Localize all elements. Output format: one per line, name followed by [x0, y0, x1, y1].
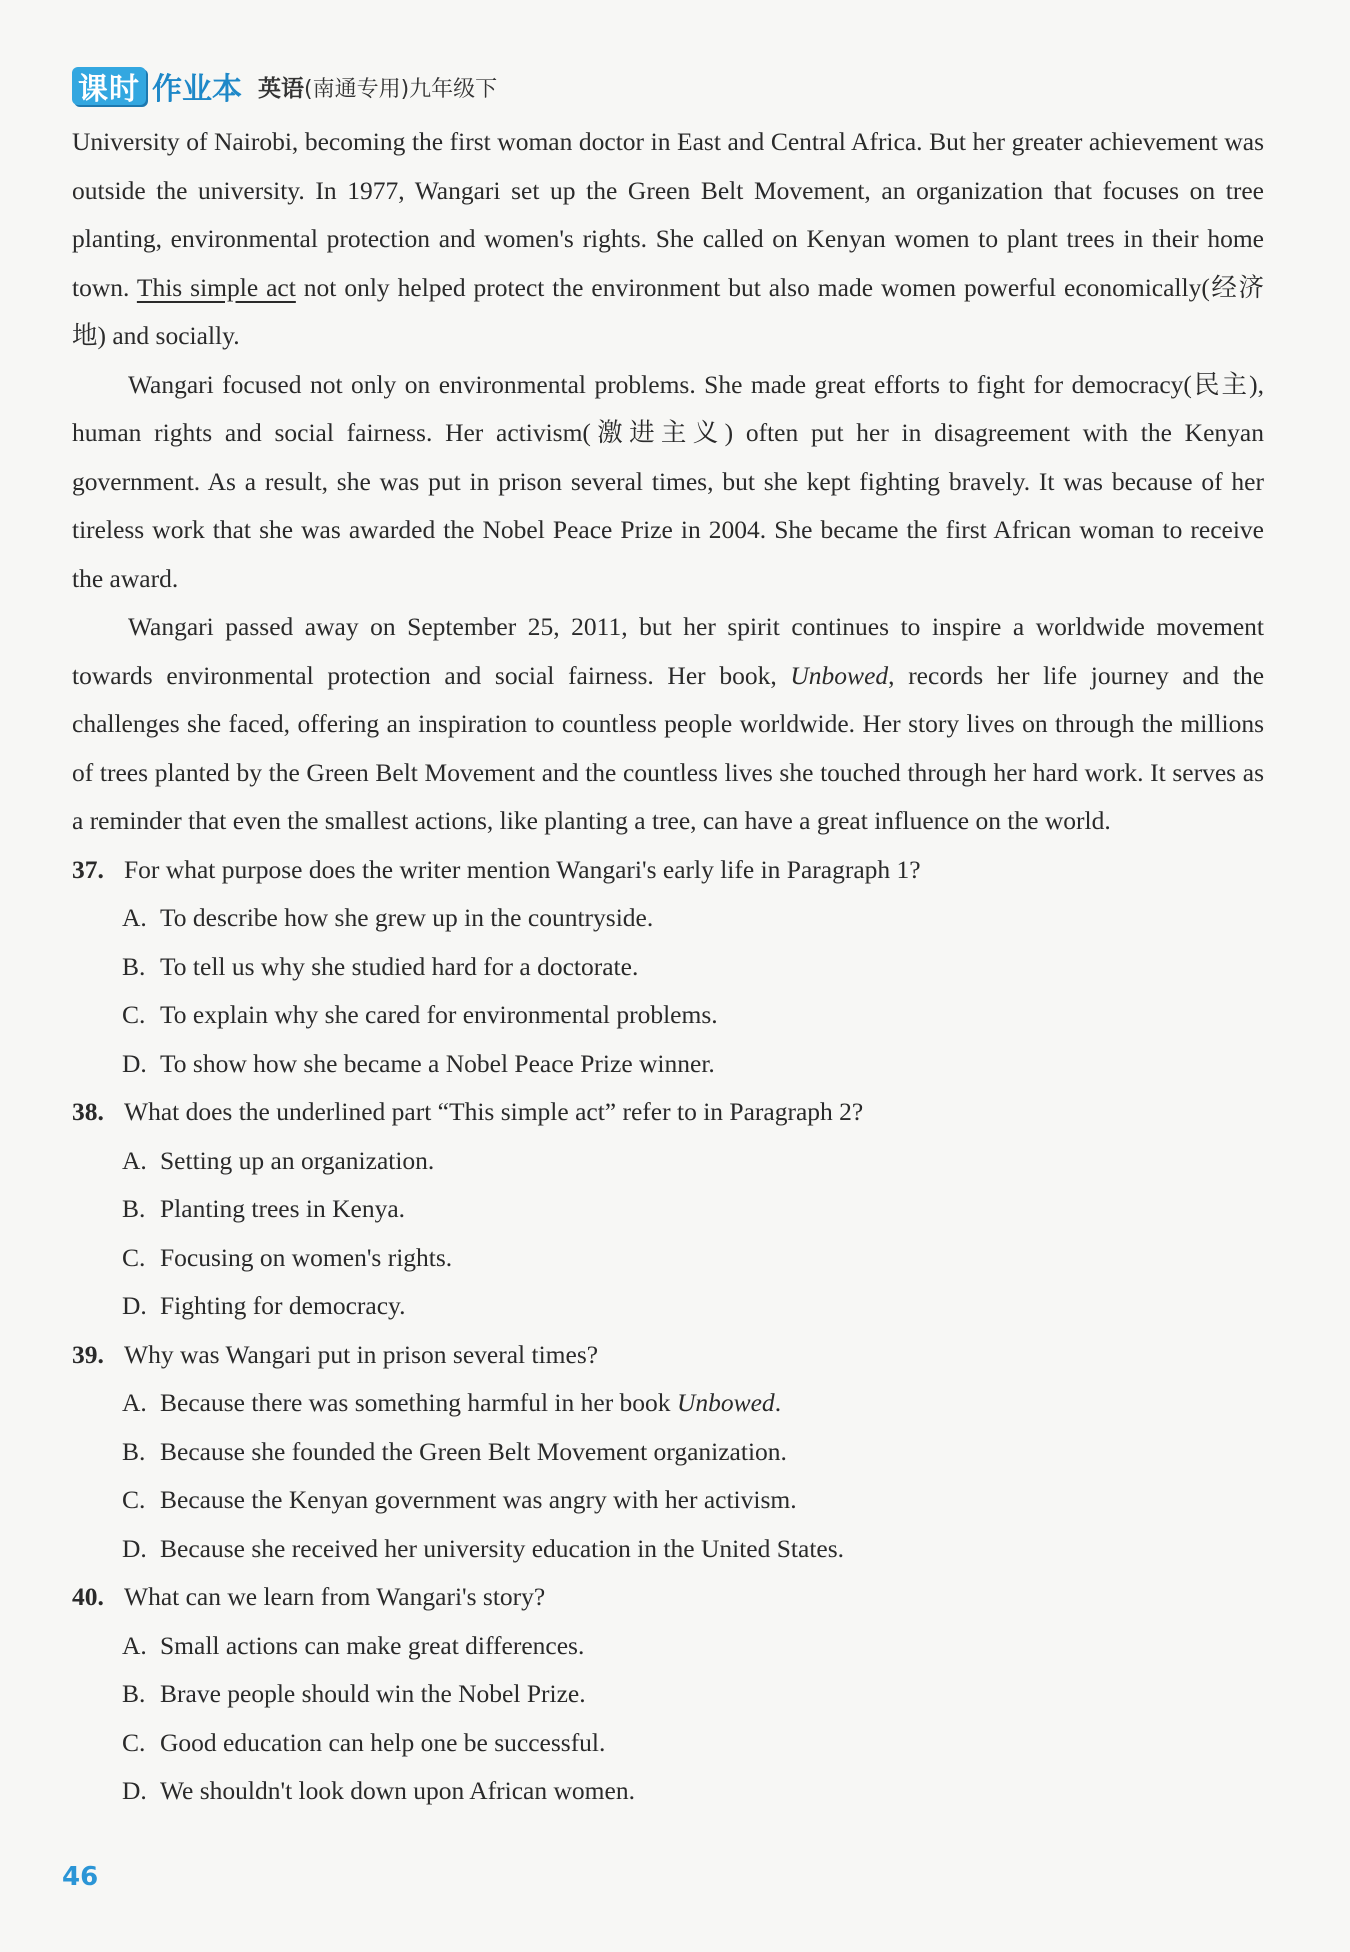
question-stem	[72, 1331, 1264, 1380]
page-number: 46	[62, 1862, 99, 1892]
book-logo	[72, 64, 242, 108]
answer-option[interactable]	[72, 1767, 1264, 1816]
question-block	[72, 1331, 1264, 1574]
underlined-phrase: This simple act	[136, 272, 296, 302]
option-book-title: Unbowed	[676, 1388, 775, 1417]
answer-option[interactable]	[72, 1137, 1264, 1186]
option-text: Small actions can make great differences.	[160, 1630, 585, 1660]
answer-option[interactable]	[72, 1428, 1264, 1477]
answer-option[interactable]	[72, 1282, 1264, 1331]
option-text: Brave people should win the Nobel Prize.	[160, 1679, 586, 1708]
answer-option[interactable]	[72, 1185, 1264, 1234]
answer-option[interactable]	[72, 1040, 1264, 1089]
paragraph-1-text: University of Nairobi, becoming the first woman doctor in East and Central Africa. But her greater achievement was outside the university. In 1977, Wangari set up the Green Belt Movement, an organization that focuses on tree planting, environmental protection and women's rights. She called on Kenyan women to plant trees in their home town.	[72, 127, 1264, 302]
question-text: What does the underlined part “This simple act” refer to in Paragraph 2?	[124, 1097, 864, 1126]
option-text: To describe how she grew up in the countryside.	[160, 903, 654, 932]
answer-option[interactable]	[72, 991, 1264, 1040]
paragraph-3-start: Wangari passed away on September 25, 2011, but her spirit continues to inspire a worldwide movement towards environmental protection and social fairness. Her book,	[72, 612, 1264, 690]
page-header	[72, 62, 497, 110]
passage-paragraph-1	[72, 118, 1264, 361]
option-letter: C.	[122, 1485, 146, 1514]
option-letter: A.	[122, 1388, 147, 1417]
question-number: 37.	[72, 854, 104, 884]
option-text: Because she founded the Green Belt Movement organization.	[160, 1436, 787, 1466]
reading-content	[72, 118, 1264, 1816]
answer-option[interactable]	[72, 1525, 1264, 1574]
question-text: What can we learn from Wangari's story?	[124, 1582, 546, 1611]
paragraph-1-end: not only helped protect the environment but also made women powerful economically(经济地) and socially.	[72, 272, 1265, 350]
option-text: Focusing on women's rights.	[160, 1242, 453, 1272]
option-letter: D.	[122, 1776, 147, 1805]
option-text: Because she received her university education in the United States.	[160, 1533, 845, 1563]
option-letter: D.	[122, 1533, 147, 1563]
question-text: Why was Wangari put in prison several times?	[124, 1339, 599, 1369]
answer-option[interactable]	[72, 1719, 1264, 1768]
question-number: 40.	[72, 1582, 104, 1611]
question-number: 39.	[72, 1339, 104, 1369]
question-stem	[72, 1088, 1264, 1137]
option-punctuation: .	[774, 1388, 782, 1417]
paragraph-3-end: , records her life journey and the challenges she faced, offering an inspiration to countless people worldwide. Her story lives on through the millions of trees planted by the Green Belt Movement and the countless lives she touched through her hard work. It serves as a reminder that even the smallest actions, like planting a tree, can have a great influence on the world.	[72, 660, 1265, 835]
question-block	[72, 846, 1264, 1089]
answer-option[interactable]	[72, 1622, 1264, 1671]
answer-option[interactable]	[72, 1670, 1264, 1719]
option-text: We shouldn't look down upon African women.	[160, 1776, 635, 1805]
passage-paragraph-3	[72, 603, 1264, 846]
option-letter: C.	[122, 1727, 146, 1757]
logo-text: 作业本	[152, 72, 242, 107]
subject-detail: (南通专用)九年级下	[304, 76, 498, 102]
option-text: To tell us why she studied hard for a doctorate.	[160, 951, 639, 981]
option-text: Setting up an organization.	[160, 1145, 435, 1175]
answer-option[interactable]	[72, 943, 1264, 992]
answer-option[interactable]	[72, 1234, 1264, 1283]
question-stem	[72, 846, 1264, 895]
subject-label	[258, 70, 497, 103]
question-stem	[72, 1573, 1264, 1622]
option-letter: B.	[122, 1436, 146, 1466]
option-letter: B.	[122, 951, 146, 981]
option-letter: D.	[122, 1048, 147, 1078]
subject-name: 英语	[258, 75, 304, 102]
option-letter: A.	[122, 903, 147, 932]
option-letter: D.	[122, 1291, 147, 1320]
answer-option[interactable]	[72, 894, 1264, 943]
option-letter: C.	[122, 1242, 146, 1272]
option-text: Because the Kenyan government was angry with her activism.	[160, 1485, 797, 1514]
passage-paragraph-2: Wangari focused not only on environmental problems. She made great efforts to fight for democracy(民主), human rights and social fairness. Her activism(激进主义) often put her in disagreement with the Kenyan government. As a result, she was put in prison several times, but she kept fighting bravely. It was because of her tireless work that she was awarded the Nobel Peace Prize in 2004. She became the first African woman to receive the award.	[72, 369, 1264, 593]
question-text: For what purpose does the writer mention Wangari's early life in Paragraph 1?	[124, 854, 921, 884]
option-letter: B.	[122, 1679, 146, 1708]
answer-option[interactable]	[72, 1379, 1264, 1428]
question-block	[72, 1573, 1264, 1816]
option-text: Good education can help one be successful.	[160, 1727, 606, 1757]
option-text: Because there was something harmful in her book	[160, 1388, 671, 1417]
question-list	[72, 846, 1264, 1816]
option-text: Planting trees in Kenya.	[160, 1194, 406, 1223]
option-text: To show how she became a Nobel Peace Prize winner.	[160, 1048, 715, 1078]
answer-option[interactable]	[72, 1476, 1264, 1525]
book-title: Unbowed	[790, 660, 889, 690]
option-letter: A.	[122, 1145, 147, 1175]
option-letter: B.	[122, 1194, 146, 1223]
option-letter: C.	[122, 1000, 146, 1029]
option-letter: A.	[122, 1630, 147, 1660]
question-number: 38.	[72, 1097, 104, 1126]
question-block	[72, 1088, 1264, 1331]
option-text: Fighting for democracy.	[160, 1291, 406, 1320]
logo-badge: 课时	[72, 67, 146, 105]
option-text: To explain why she cared for environmental problems.	[160, 1000, 718, 1029]
